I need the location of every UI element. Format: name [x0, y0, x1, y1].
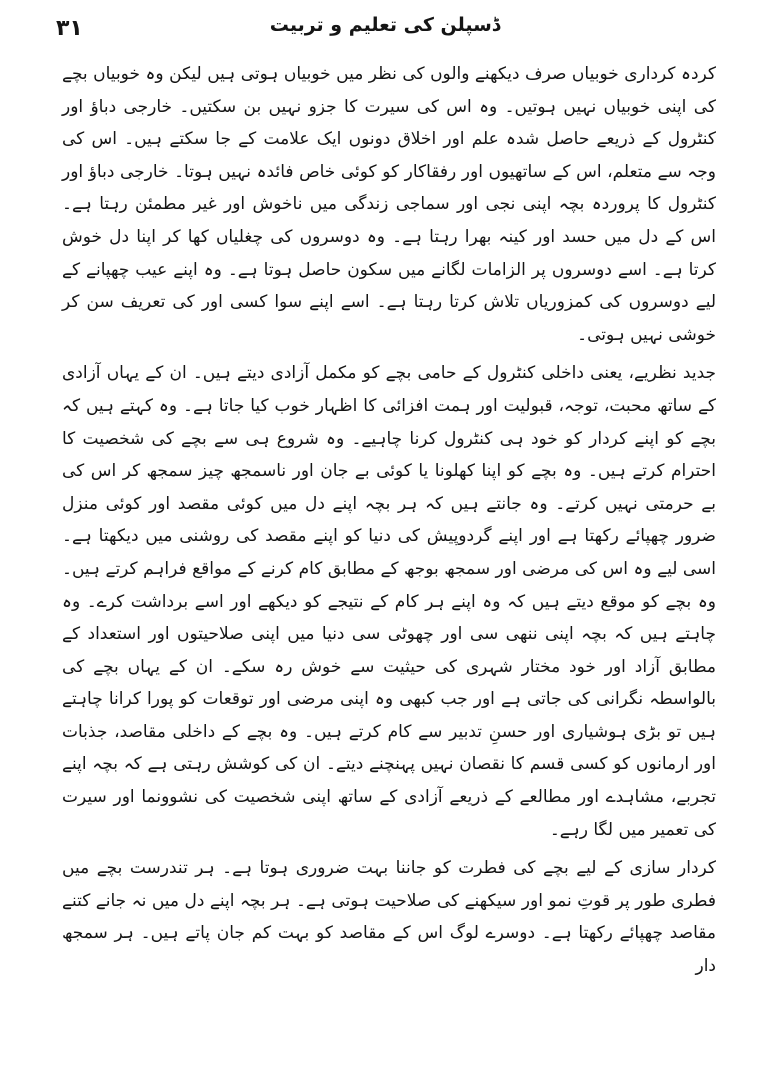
paragraph-2: جدید نظریے، یعنی داخلی کنٹرول کے حامی بچے کو مکمل آزادی دیتے ہیں۔ ان کے یہاں آزادی کے ساتھ محبت، توجہ، قبولیت اور ہمت افزائی کا اظہار خوب کیا جاتا ہے۔ وہ کہتے ہیں کہ بچے کو اپنے کردار کو خود ہی کنٹرول کرنا چاہیے۔ وہ شروع ہی سے بچے کی شخصیت کا احترام کرتے ہیں۔ وہ بچے کو اپنا کھلونا یا کوئی بے جان اور ناسمجھ چیز سمجھ کر اس کی بے حرمتی نہیں کرتے۔ وہ جانتے ہیں کہ ہر بچہ اپنے دل میں کوئی مقصد اور کوئی منزل ضرور چھپائے رکھتا ہے اور اپنے گردوپیش کی دنیا کو اپنے مقصد کی روشنی میں دیکھتا ہے۔ اسی لیے وہ اس کی مرضی اور سمجھ بوجھ کے مطابق کام کرنے کے مواقع فراہم کرتے ہیں۔ وہ بچے کو موقع دیتے ہیں کہ وہ اپنے ہر کام کے نتیجے کو دیکھے اور اسے برداشت کرے۔ وہ چاہتے ہیں کہ بچہ اپنی ننھی سی اور چھوٹی سی دنیا میں اپنی صلاحیتوں اور استعداد کے مطابق آزاد اور خود مختار شہری کی حیثیت سے خوش رہ سکے۔ ان کے یہاں بچے کی بالواسطہ نگرانی کی جاتی ہے اور جب کبھی وہ اپنی مرضی اور توقعات کو پورا کرانا چاہتے ہیں تو بڑی ہوشیاری اور حسنِ تدبیر سے کام کرتے ہیں۔ وہ بچے کے داخلی مقاصد، جذبات اور ارمانوں کو کسی قسم کا نقصان نہیں پہنچنے دیتے۔ ان کی کوشش رہتی ہے کہ بچہ اپنے تجربے، مشاہدے اور مطالعے کے ذریعے آزادی کے ساتھ اپنی شخصیت کی نشوونما اور سیرت کی تعمیر میں لگا رہے۔: [62, 363, 716, 840]
running-title: ڈسپلن کی تعلیم و تربیت: [269, 14, 501, 36]
page-number: ۳۱: [56, 16, 83, 41]
body-text: [62, 58, 716, 989]
paragraph-3: کردار سازی کے لیے بچے کی فطرت کو جاننا بہت ضروری ہوتا ہے۔ ہر تندرست بچے میں فطری طور پر قوتِ نمو اور سیکھنے کی صلاحیت ہوتی ہے۔ ہر بچہ اپنے دل میں نہ جانے کتنے مقاصد چھپائے رکھتا ہے۔ دوسرے لوگ اس کے مقاصد کو بہت کم جان پاتے ہیں۔ ہر سمجھ دار: [62, 858, 716, 977]
page-header: [40, 10, 730, 46]
paragraph-1: کردہ کرداری خوبیاں صرف دیکھنے والوں کی نظر میں خوبیاں ہوتی ہیں لیکن وہ خوبیاں بچے کی اپنی خوبیاں نہیں ہوتیں۔ وہ اس کی سیرت کا جزو نہیں بن سکتیں۔ خارجی دباؤ اور کنٹرول کے ذریعے حاصل شدہ علم اور اخلاق دونوں ایک علامت کے جا سکتے ہیں۔ اس کی وجہ سے متعلم، اس کے ساتھیوں اور رفقاکار کو کوئی خاص فائدہ نہیں ہوتا۔ خارجی دباؤ اور کنٹرول کا پروردہ بچہ اپنی نجی اور سماجی زندگی میں ناخوش اور غیر مطمئن رہتا ہے۔ اس کے دل میں حسد اور کینہ بھرا رہتا ہے۔ وہ دوسروں کی چغلیاں کھا کر اپنا دل خوش کرتا ہے۔ اسے دوسروں پر الزامات لگانے میں سکون حاصل ہوتا ہے۔ وہ اپنے عیب چھپانے کے لیے دوسروں کی کمزوریاں تلاش کرتا رہتا ہے۔ اسے اپنے سوا کسی اور کی تعریف سن کر خوشی نہیں ہوتی۔: [62, 64, 716, 345]
